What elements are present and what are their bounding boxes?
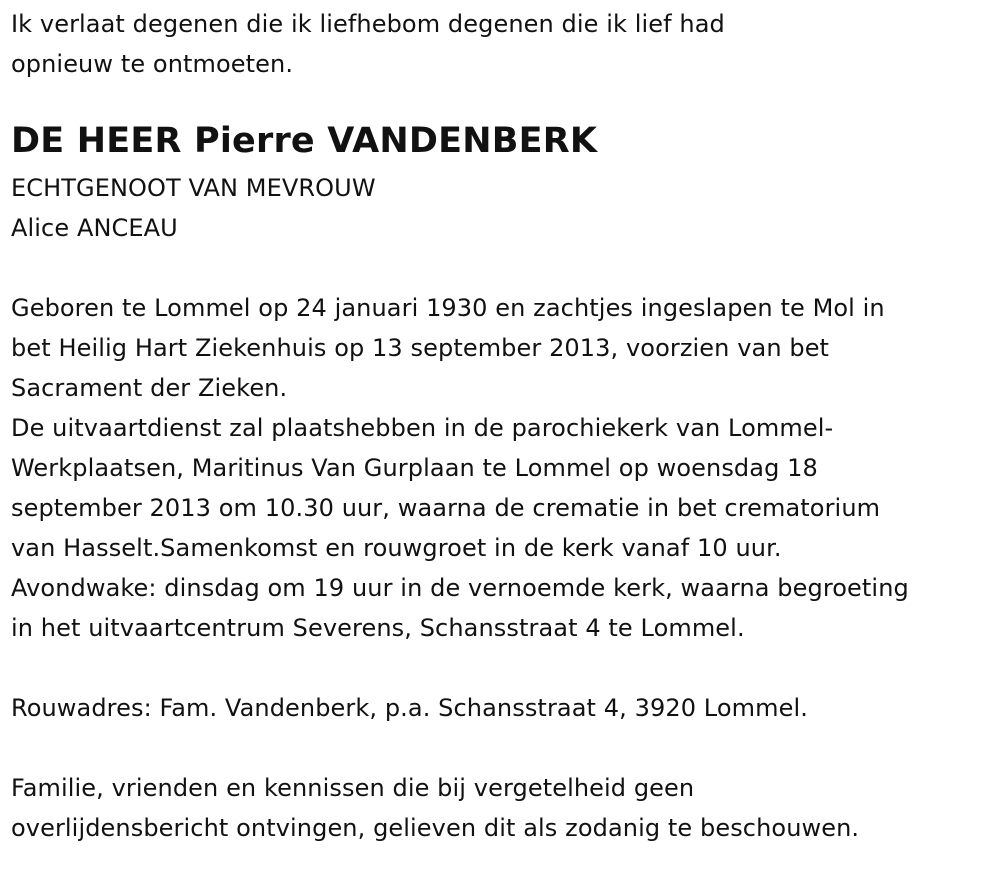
closing-line: Familie, vrienden en kennissen die bij vergetelheid geen (11, 774, 695, 802)
body-line: Geboren te Lommel op 24 januari 1930 en zachtjes ingeslapen te Mol in (11, 294, 885, 322)
quote-line: Ik verlaat degenen die ik liefhebom degenen die ik lief had (11, 10, 725, 38)
spacer (11, 648, 996, 688)
deceased-name: DE HEER Pierre VANDENBERK (11, 121, 598, 161)
spouse-title: ECHTGENOOT VAN MEVROUW (11, 174, 376, 202)
mourning-address: Rouwadres: Fam. Vandenberk, p.a. Schansstraat 4, 3920 Lommel. (11, 694, 808, 722)
quote-line: opnieuw te ontmoeten. (11, 50, 294, 78)
closing-line: overlijdensbericht ontvingen, gelieven dit als zodanig te beschouwen. (11, 814, 860, 842)
spacer (11, 248, 996, 288)
body-line: Sacrament der Zieken. (11, 374, 288, 402)
body-line: De uitvaartdienst zal plaatshebben in de parochiekerk van Lommel- (11, 414, 834, 442)
body-line: bet Heilig Hart Ziekenhuis op 13 september 2013, voorzien van bet (11, 334, 830, 362)
notice-body (11, 288, 996, 648)
death-notice (11, 4, 996, 848)
spacer (11, 728, 996, 768)
quote (11, 4, 996, 84)
body-line: september 2013 om 10.30 uur, waarna de crematie in bet crematorium (11, 494, 881, 522)
body-line: Avondwake: dinsdag om 19 uur in de vernoemde kerk, waarna begroeting (11, 574, 909, 602)
body-line: in het uitvaartcentrum Severens, Schansstraat 4 te Lommel. (11, 614, 745, 642)
closing-note (11, 768, 996, 848)
body-line: Werkplaatsen, Maritinus Van Gurplaan te Lommel op woensdag 18 (11, 454, 818, 482)
spouse-name: Alice ANCEAU (11, 214, 178, 242)
body-line: van Hasselt.Samenkomst en rouwgroet in de kerk vanaf 10 uur. (11, 534, 782, 562)
